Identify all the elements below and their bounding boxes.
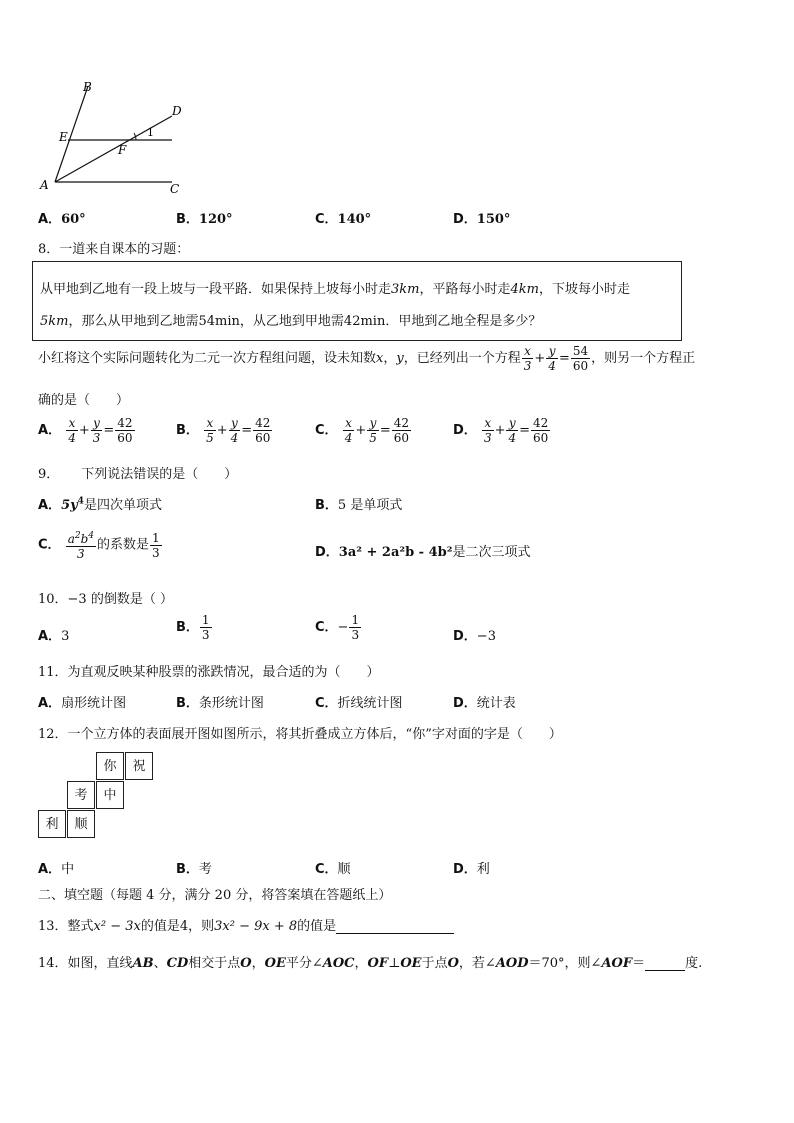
q9-option-d[interactable]: D．3a² + 2a²b - 4b²是二次三项式: [315, 545, 531, 560]
q12-option-d[interactable]: D．利: [453, 862, 490, 877]
fraction: $\frac{x}{5}$: [206, 416, 214, 445]
cube-net: [38, 752, 158, 842]
q8-option-b[interactable]: B． $\frac{x}{5}$ + $\frac{y}{4}$ = $\frac{42}{60}$: [176, 416, 271, 445]
fraction: $\frac{42}{60}$: [533, 416, 549, 445]
section-heading: 二、填空题（每题 4 分，满分 20 分，将答案填在答题纸上）: [38, 888, 392, 903]
fraction: $\frac{a^2b^4}{3}$: [67, 531, 94, 561]
q8-stem-line-1: 小红将这个实际问题转化为二元一次方程组问题，设未知数x，y，已经列出一个方程 $\frac{x}{3}$ + $\frac{y}{4}$ = $\frac{54}{60}$ ，则另一个方程正: [38, 344, 696, 373]
q10-title: 10．−3 的倒数是（ ）: [38, 592, 173, 607]
label-d: D: [172, 104, 182, 118]
fraction: $\frac{y}{3}$: [92, 416, 101, 445]
q9-option-a[interactable]: A．$5y^4$是四次单项式: [38, 496, 162, 513]
q12-title: 12．一个立方体的表面展开图如图所示，将其折叠成立方体后，“你”字对面的字是（ ）: [38, 727, 562, 742]
q12-option-c[interactable]: C．顺: [315, 862, 351, 877]
q11-option-b[interactable]: B．条形统计图: [176, 696, 264, 711]
label-c: C: [170, 182, 180, 196]
q8-problem-box: [32, 261, 682, 341]
fraction: $\frac{54}{60}$: [572, 344, 589, 373]
q7-option-c[interactable]: C．140°: [315, 212, 372, 227]
fraction: $\frac{42}{60}$: [255, 416, 271, 445]
label-b: B: [83, 80, 92, 94]
q14-line: 14．如图，直线AB、CD相交于点O，OE平分∠AOC，OF⊥OE于点O，若∠AOD＝70°，则∠AOF＝ 度.: [38, 956, 703, 971]
fraction: $\frac{x}{3}$: [483, 416, 492, 445]
q9-option-c[interactable]: C． $\frac{a^2b^4}{3}$ 的系数是 $\frac{1}{3}$: [38, 530, 160, 561]
q10-option-a[interactable]: A．3: [38, 629, 70, 644]
fraction: $\frac{y}{4}$: [230, 416, 239, 445]
q10-option-b[interactable]: B． $\frac{1}{3}$: [176, 613, 210, 642]
cell-zhu: 祝: [125, 752, 153, 780]
q8-box-line-2: 5km，那么从甲地到乙地需54min，从乙地到甲地需42min．甲地到乙地全程是多少？: [40, 314, 542, 329]
q8-title: 8．一道来自课本的习题：: [38, 242, 190, 257]
cell-li: 利: [38, 810, 66, 838]
line-ad: [55, 116, 172, 182]
label-e: E: [59, 130, 68, 144]
fraction: $\frac{y}{5}$: [369, 416, 377, 445]
q12-option-a[interactable]: A．中: [38, 862, 75, 877]
q7-option-b[interactable]: B．120°: [176, 212, 233, 227]
q11-title: 11．为直观反映某种股票的涨跌情况，最合适的为（ ）: [38, 665, 380, 680]
fraction: $\frac{42}{60}$: [393, 416, 410, 445]
angle-1-arc: [134, 133, 136, 140]
fraction: $\frac{y}{4}$: [548, 344, 556, 373]
fraction: $\frac{x}{4}$: [344, 416, 353, 445]
fraction: $\frac{1}{3}$: [152, 530, 160, 560]
q11-option-c[interactable]: C．折线统计图: [315, 696, 403, 711]
q10-option-c[interactable]: C．− $\frac{1}{3}$: [315, 613, 360, 642]
q10-option-d[interactable]: D．−3: [453, 629, 496, 644]
cell-zhong: 中: [96, 781, 124, 809]
q7-option-d[interactable]: D．150°: [453, 212, 511, 227]
fraction: $\frac{y}{4}$: [508, 416, 517, 445]
answer-blank[interactable]: [645, 956, 685, 971]
q8-stem-line-2: 确的是（ ）: [38, 393, 130, 408]
cell-kao: 考: [67, 781, 95, 809]
fraction: $\frac{1}{3}$: [351, 613, 360, 642]
q8-box-line-1: 从甲地到乙地有一段上坡与一段平路．如果保持上坡每小时走3km，平路每小时走4km，下坡每小时走: [40, 282, 631, 297]
answer-blank[interactable]: [336, 919, 454, 934]
q8-option-d[interactable]: D． $\frac{x}{3}$ + $\frac{y}{4}$ = $\frac{42}{60}$: [453, 416, 549, 445]
q8-option-c[interactable]: C． $\frac{x}{4}$ + $\frac{y}{5}$ = $\frac{42}{60}$: [315, 416, 410, 445]
geometry-figure: [30, 78, 190, 200]
fraction: $\frac{1}{3}$: [201, 613, 210, 642]
q11-option-a[interactable]: A．扇形统计图: [38, 696, 127, 711]
fraction: $\frac{x}{3}$: [523, 344, 532, 373]
label-a: A: [40, 178, 49, 192]
fraction: $\frac{x}{4}$: [68, 416, 76, 445]
fraction: $\frac{42}{60}$: [117, 416, 133, 445]
cell-ni: 你: [96, 752, 124, 780]
q13-line: 13．整式x² − 3x的值是4，则3x² − 9x + 8的值是: [38, 915, 454, 934]
q11-option-d[interactable]: D．统计表: [453, 696, 516, 711]
label-f: F: [118, 143, 127, 157]
cell-shun: 顺: [67, 810, 95, 838]
label-1: 1: [147, 126, 154, 139]
q9-option-b[interactable]: B．5 是单项式: [315, 498, 403, 513]
q9-title: 9． 下列说法错误的是（ ）: [38, 467, 238, 482]
q8-option-a[interactable]: A． $\frac{x}{4}$ + $\frac{y}{3}$ = $\frac{42}{60}$: [38, 416, 133, 445]
q12-option-b[interactable]: B．考: [176, 862, 212, 877]
q7-option-a[interactable]: A．60°: [38, 212, 86, 227]
